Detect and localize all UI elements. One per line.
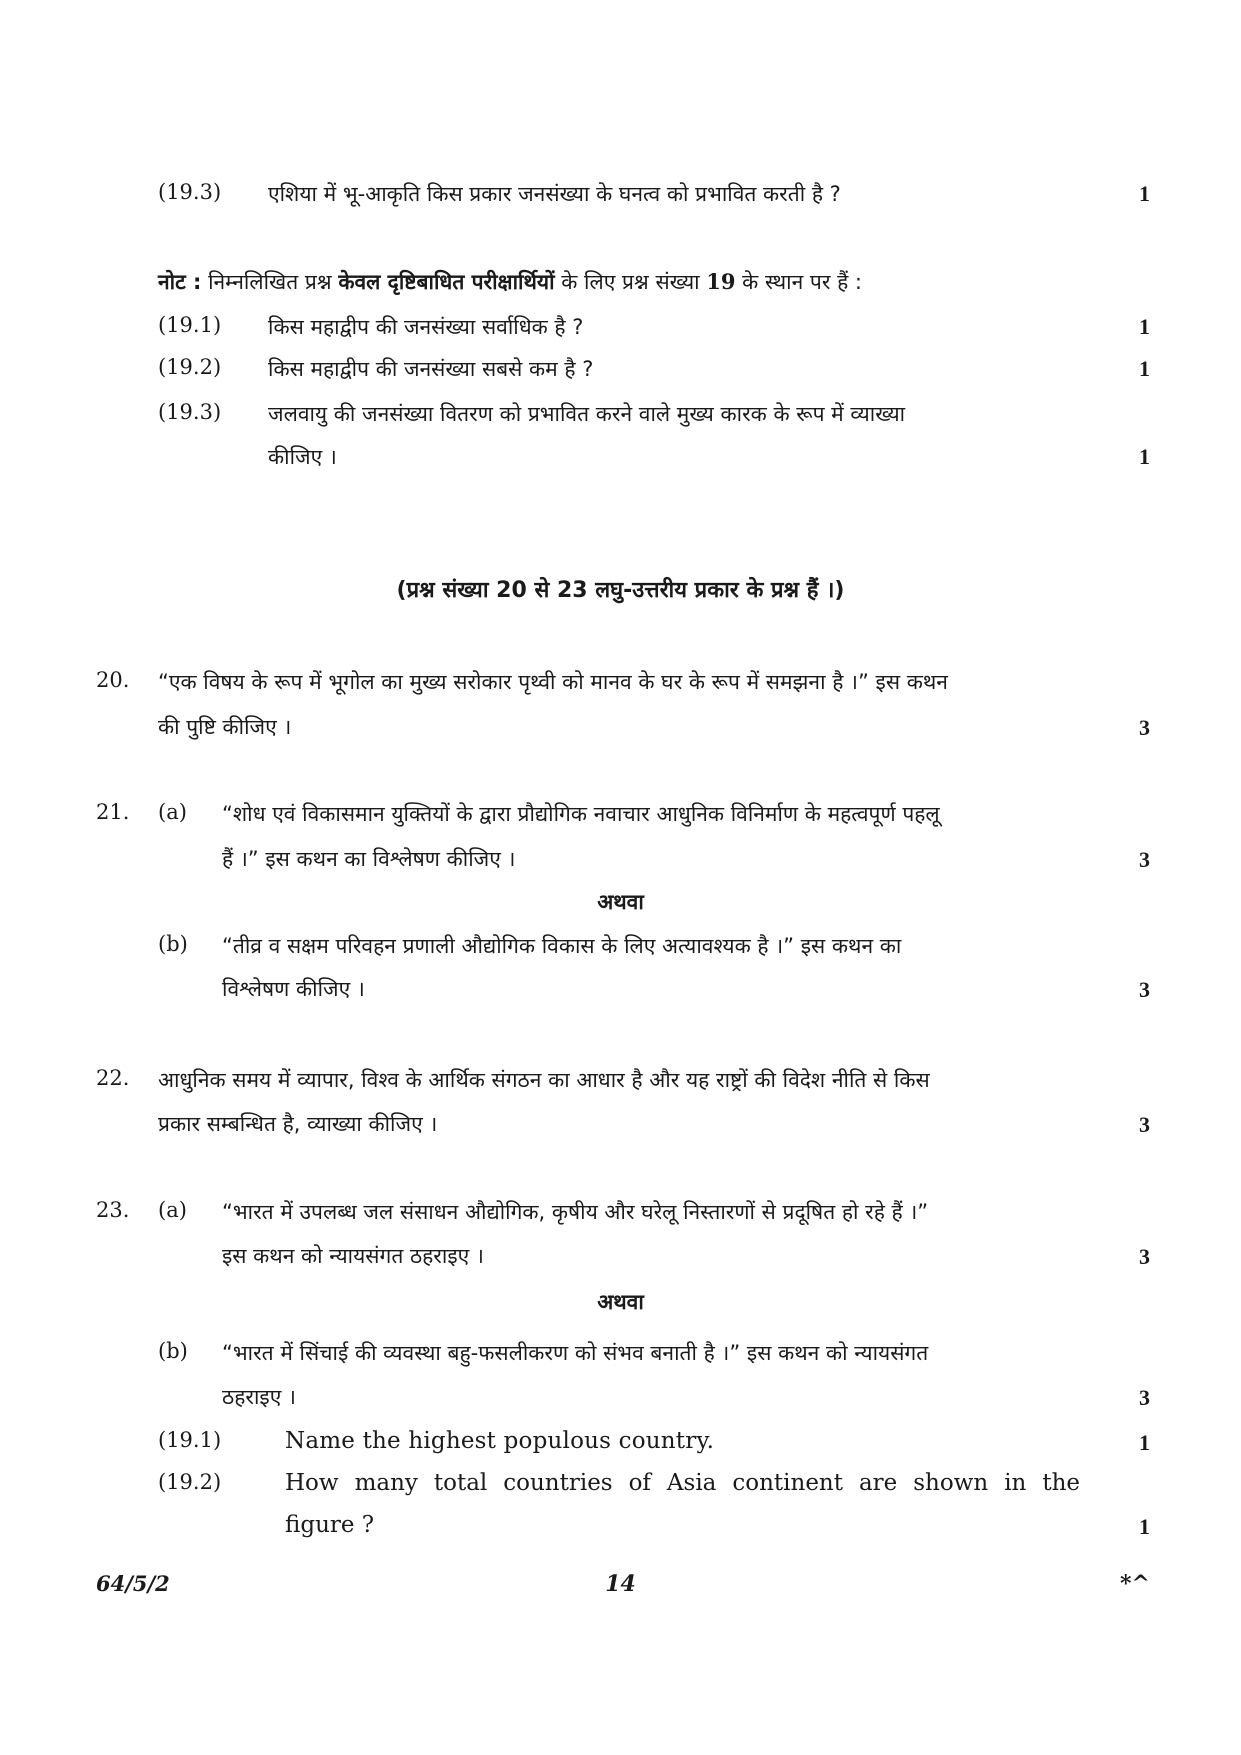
q23-number: 23. [96, 1198, 130, 1222]
q21-number: 21. [96, 800, 130, 824]
vi-19-3-line1: जलवायु की जनसंख्या वितरण को प्रभावित करने वाले मुख्य कारक के रूप में व्याख्या [268, 402, 906, 426]
en-19-2-number: (19.2) [158, 1470, 222, 1494]
en-19-1-text: Name the highest populous country. [285, 1428, 715, 1454]
q23b-marks: 3 [1139, 1385, 1150, 1410]
footer-page: 14 [605, 1571, 636, 1597]
q23a-line1: “भारत में उपलब्ध जल संसाधन औद्योगिक, कृषीय और घरेलू निस्तारणों से प्रदूषित हो रहे हैं ।” [222, 1200, 929, 1224]
en-19-2-line2: figure ? [285, 1512, 375, 1538]
q22-line2: प्रकार सम्बन्धित है, व्याख्या कीजिए । [158, 1112, 438, 1136]
note-label: नोट : [158, 270, 202, 294]
footer-mark: *^ [1120, 1571, 1150, 1597]
q21b-label: (b) [158, 932, 188, 956]
q23b-line1: “भारत में सिंचाई की व्यवस्था बहु-फसलीकरण को संभव बनाती है ।” इस कथन को न्यायसंगत [222, 1341, 929, 1365]
q19-3-text: एशिया में भू-आकृति किस प्रकार जनसंख्या के घनत्व को प्रभावित करती है ? [268, 182, 841, 206]
q20-marks: 3 [1139, 715, 1150, 740]
note-text-bold: केवल दृष्टिबाधित परीक्षार्थियों [338, 270, 555, 294]
section-heading: (प्रश्न संख्या 20 से 23 लघु-उत्तरीय प्रकार के प्रश्न हैं ।) [396, 578, 845, 603]
q21-or: अथवा [597, 890, 644, 914]
en-19-1-number: (19.1) [158, 1428, 222, 1452]
q21a-marks: 3 [1139, 847, 1150, 872]
vi-19-2-number: (19.2) [158, 355, 222, 379]
note-text-c: के स्थान पर हैं : [742, 270, 863, 294]
vi-19-1-marks: 1 [1139, 314, 1150, 339]
vi-19-3-marks: 1 [1139, 444, 1150, 469]
q19-3-marks: 1 [1139, 181, 1150, 206]
q23b-line2: ठहराइए । [222, 1385, 296, 1409]
q21a-label: (a) [158, 800, 187, 824]
q21b-line1: “तीव्र व सक्षम परिवहन प्रणाली औद्योगिक विकास के लिए अत्यावश्यक है ।” इस कथन का [222, 934, 902, 958]
q21a-line1: “शोध एवं विकासमान युक्तियों के द्वारा प्रौद्योगिक नवाचार आधुनिक विनिर्माण के महत्वपूर्ण पहलू [222, 802, 940, 826]
vi-19-1-number: (19.1) [158, 313, 222, 337]
q20-line2: की पुष्टि कीजिए । [158, 715, 292, 739]
en-19-2-line1: How many total countries of Asia continent are shown in the [285, 1470, 1080, 1496]
note-text-b: के लिए प्रश्न संख्या [561, 270, 700, 294]
q23a-marks: 3 [1139, 1244, 1150, 1269]
q21a-line2: हैं ।” इस कथन का विश्लेषण कीजिए । [222, 847, 516, 871]
q19-3-number: (19.3) [158, 180, 222, 204]
footer-code: 64/5/2 [96, 1571, 170, 1596]
note-line [158, 268, 862, 296]
q23-or: अथवा [597, 1290, 644, 1314]
en-19-1-marks: 1 [1139, 1430, 1150, 1455]
q23a-label: (a) [158, 1198, 187, 1222]
en-19-2-marks: 1 [1139, 1514, 1150, 1539]
q22-number: 22. [96, 1066, 130, 1090]
q21b-marks: 3 [1139, 977, 1150, 1002]
q20-number: 20. [96, 668, 130, 692]
q21b-line2: विश्लेषण कीजिए । [222, 977, 365, 1001]
q20-line1: “एक विषय के रूप में भूगोल का मुख्य सरोकार पृथ्वी को मानव के घर के रूप में समझना है ।” इस कथन [158, 670, 948, 694]
vi-19-1-text: किस महाद्वीप की जनसंख्या सर्वाधिक है ? [268, 315, 584, 339]
vi-19-3-line2: कीजिए । [268, 445, 337, 469]
note-qnum: 19 [706, 269, 736, 294]
q22-marks: 3 [1139, 1112, 1150, 1137]
vi-19-2-text: किस महाद्वीप की जनसंख्या सबसे कम है ? [268, 357, 594, 381]
vi-19-2-marks: 1 [1139, 356, 1150, 381]
vi-19-3-number: (19.3) [158, 400, 222, 424]
q22-line1: आधुनिक समय में व्यापार, विश्व के आर्थिक संगठन का आधार है और यह राष्ट्रों की विदेश नीति से किस [158, 1068, 930, 1092]
note-text-a: निम्नलिखित प्रश्न [208, 270, 332, 294]
q23a-line2: इस कथन को न्यायसंगत ठहराइए । [222, 1244, 484, 1268]
q23b-label: (b) [158, 1339, 188, 1363]
